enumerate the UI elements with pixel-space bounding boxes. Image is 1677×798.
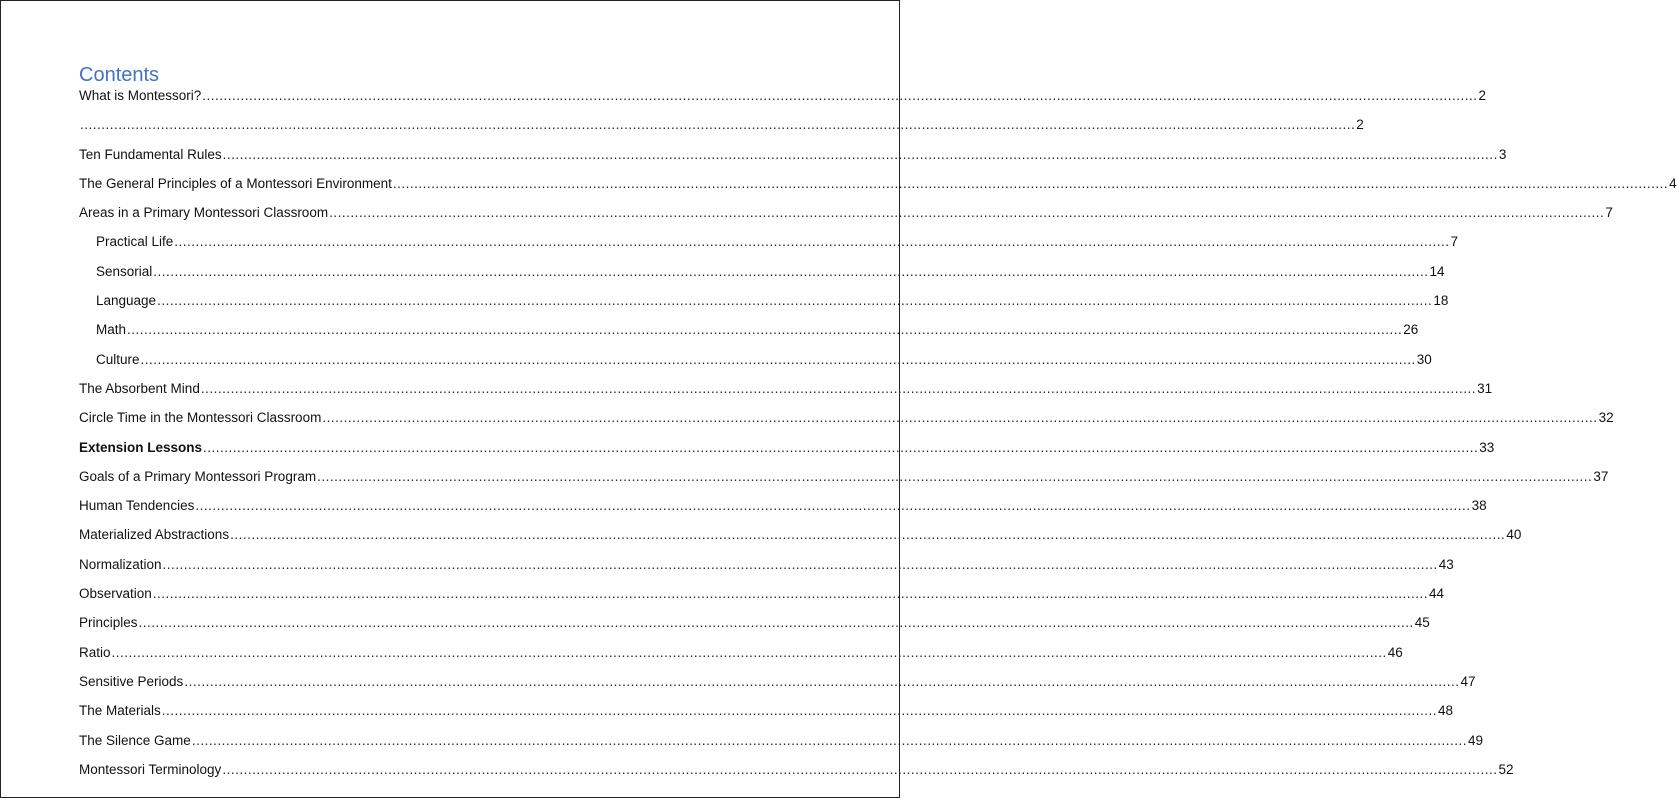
toc-entry-label: Sensitive Periods (79, 673, 184, 689)
toc-entry[interactable] (79, 761, 1514, 791)
toc-entry-label: Montessori Terminology (79, 761, 222, 777)
toc-entry[interactable] (79, 205, 1613, 234)
toc-dot-leader: ............................................................................................................................................................................................................................................................................................................ (317, 468, 1593, 484)
toc-entry-page-number: 7 (1450, 234, 1459, 250)
toc-entry-page-number: 49 (1468, 732, 1484, 748)
toc-dot-leader: ............................................................................................................................................................................................................................................................................................................ (111, 644, 1387, 660)
toc-dot-leader: ............................................................................................................................................................................................................................................................................................................ (127, 322, 1403, 338)
toc-entry[interactable] (79, 380, 1493, 410)
toc-entry[interactable] (79, 468, 1609, 498)
toc-dot-leader: ............................................................................................................................................................................................................................................................................................................ (153, 263, 1429, 279)
toc-title: Contents (79, 64, 160, 86)
toc-entry-page-number: 43 (1438, 556, 1454, 572)
toc-entry-label: Practical Life (96, 234, 174, 250)
toc-dot-leader: ............................................................................................................................................................................................................................................................................................................ (322, 410, 1598, 426)
toc-dot-leader: ............................................................................................................................................................................................................................................................................................................ (80, 117, 1356, 133)
toc-entry[interactable] (79, 88, 1487, 117)
toc-entry[interactable] (79, 146, 1507, 176)
toc-entry[interactable] (79, 117, 1364, 146)
toc-list (79, 88, 1677, 791)
toc-entry-page-number: 37 (1593, 468, 1609, 484)
toc-entry[interactable] (79, 556, 1454, 586)
toc-entry-page-number: 30 (1416, 351, 1432, 367)
toc-dot-leader: ............................................................................................................................................................................................................................................................................................................ (203, 439, 1479, 455)
toc-entry-label: Sensorial (96, 263, 153, 279)
toc-entry-label: Ratio (79, 644, 111, 660)
toc-dot-leader: ............................................................................................................................................................................................................................................................................................................ (329, 205, 1605, 221)
toc-entry[interactable] (79, 410, 1614, 439)
toc-entry-label: The General Principles of a Montessori Environment (79, 175, 392, 191)
toc-dot-leader: ............................................................................................................................................................................................................................................................................................................ (162, 556, 1438, 572)
toc-entry-label: Extension Lessons (79, 439, 203, 455)
toc-entry-page-number: 32 (1598, 410, 1614, 426)
toc-entry-page-number: 38 (1471, 498, 1487, 514)
toc-entry-page-number: 44 (1429, 586, 1445, 602)
toc-dot-leader: ............................................................................................................................................................................................................................................................................................................ (140, 351, 1416, 367)
toc-entry-label: Areas in a Primary Montessori Classroom (79, 205, 329, 221)
toc-entry-page-number: 2 (1478, 88, 1487, 103)
toc-entry[interactable] (79, 703, 1454, 732)
toc-entry-label: Materialized Abstractions (79, 527, 230, 543)
toc-entry-page-number: 45 (1414, 615, 1430, 631)
toc-entry[interactable] (79, 498, 1487, 527)
toc-dot-leader: ............................................................................................................................................................................................................................................................................................................ (230, 527, 1506, 543)
toc-entry[interactable] (79, 351, 1432, 381)
toc-entry-label: Principles (79, 615, 138, 631)
toc-entry-page-number: 2 (1356, 117, 1364, 133)
toc-entry-label: Ten Fundamental Rules (79, 146, 222, 162)
toc-dot-leader: ............................................................................................................................................................................................................................................................................................................ (157, 293, 1433, 309)
toc-entry-page-number: 3 (1498, 146, 1507, 162)
toc-entry[interactable] (79, 644, 1403, 674)
toc-dot-leader: ............................................................................................................................................................................................................................................................................................................ (202, 88, 1478, 103)
toc-entry[interactable] (79, 234, 1459, 263)
toc-entry-page-number: 26 (1403, 322, 1419, 338)
toc-entry-label: Math (96, 322, 127, 338)
toc-dot-leader: ............................................................................................................................................................................................................................................................................................................ (200, 380, 1477, 396)
toc-entry[interactable] (79, 586, 1445, 615)
toc-dot-leader: ............................................................................................................................................................................................................................................................................................................ (222, 761, 1498, 777)
toc-entry-page-number: 4 (1669, 175, 1677, 191)
toc-entry[interactable] (79, 615, 1430, 644)
toc-dot-leader: ............................................................................................................................................................................................................................................................................................................ (138, 615, 1414, 631)
toc-entry-label: The Materials (79, 703, 161, 719)
toc-entry-label: Language (96, 293, 157, 309)
toc-dot-leader: ............................................................................................................................................................................................................................................................................................................ (184, 673, 1460, 689)
toc-entry-label: Goals of a Primary Montessori Program (79, 468, 317, 484)
toc-entry-label: What is Montessori? (79, 88, 202, 103)
toc-entry-page-number: 40 (1506, 527, 1522, 543)
toc-entry[interactable] (79, 175, 1677, 205)
toc-dot-leader: ............................................................................................................................................................................................................................................................................................................ (191, 732, 1468, 748)
toc-entry-label: The Absorbent Mind (79, 380, 200, 396)
toc-entry-page-number: 7 (1605, 205, 1613, 221)
toc-entry-label: Circle Time in the Montessori Classroom (79, 410, 322, 426)
toc-entry-page-number: 31 (1477, 380, 1493, 396)
toc-dot-leader: ............................................................................................................................................................................................................................................................................................................ (195, 498, 1471, 514)
toc-entry[interactable] (79, 439, 1495, 469)
toc-entry-label: Observation (79, 586, 152, 602)
toc-entry-label: Culture (96, 351, 140, 367)
toc-entry[interactable] (79, 263, 1445, 293)
toc-entry[interactable] (79, 527, 1522, 556)
toc-entry[interactable] (79, 293, 1449, 322)
toc-entry-page-number: 47 (1460, 673, 1476, 689)
toc-entry-page-number: 33 (1479, 439, 1495, 455)
toc-dot-leader: ............................................................................................................................................................................................................................................................................................................ (222, 146, 1498, 162)
toc-entry[interactable] (79, 322, 1419, 351)
toc-entry-label: The Silence Game (79, 732, 191, 748)
toc-dot-leader: ............................................................................................................................................................................................................................................................................................................ (152, 586, 1429, 602)
toc-entry-page-number: 18 (1433, 293, 1449, 309)
toc-entry[interactable] (79, 673, 1476, 703)
toc-dot-leader: ............................................................................................................................................................................................................................................................................................................ (392, 175, 1669, 191)
toc-entry-page-number: 14 (1429, 263, 1445, 279)
toc-dot-leader: ............................................................................................................................................................................................................................................................................................................ (174, 234, 1450, 250)
toc-entry-label: Normalization (79, 556, 162, 572)
toc-dot-leader: ............................................................................................................................................................................................................................................................................................................ (161, 703, 1438, 719)
toc-entry-label: Human Tendencies (79, 498, 195, 514)
toc-entry-page-number: 52 (1498, 761, 1514, 777)
toc-entry[interactable] (79, 732, 1484, 762)
toc-entry-page-number: 48 (1438, 703, 1454, 719)
toc-entry-page-number: 46 (1387, 644, 1403, 660)
